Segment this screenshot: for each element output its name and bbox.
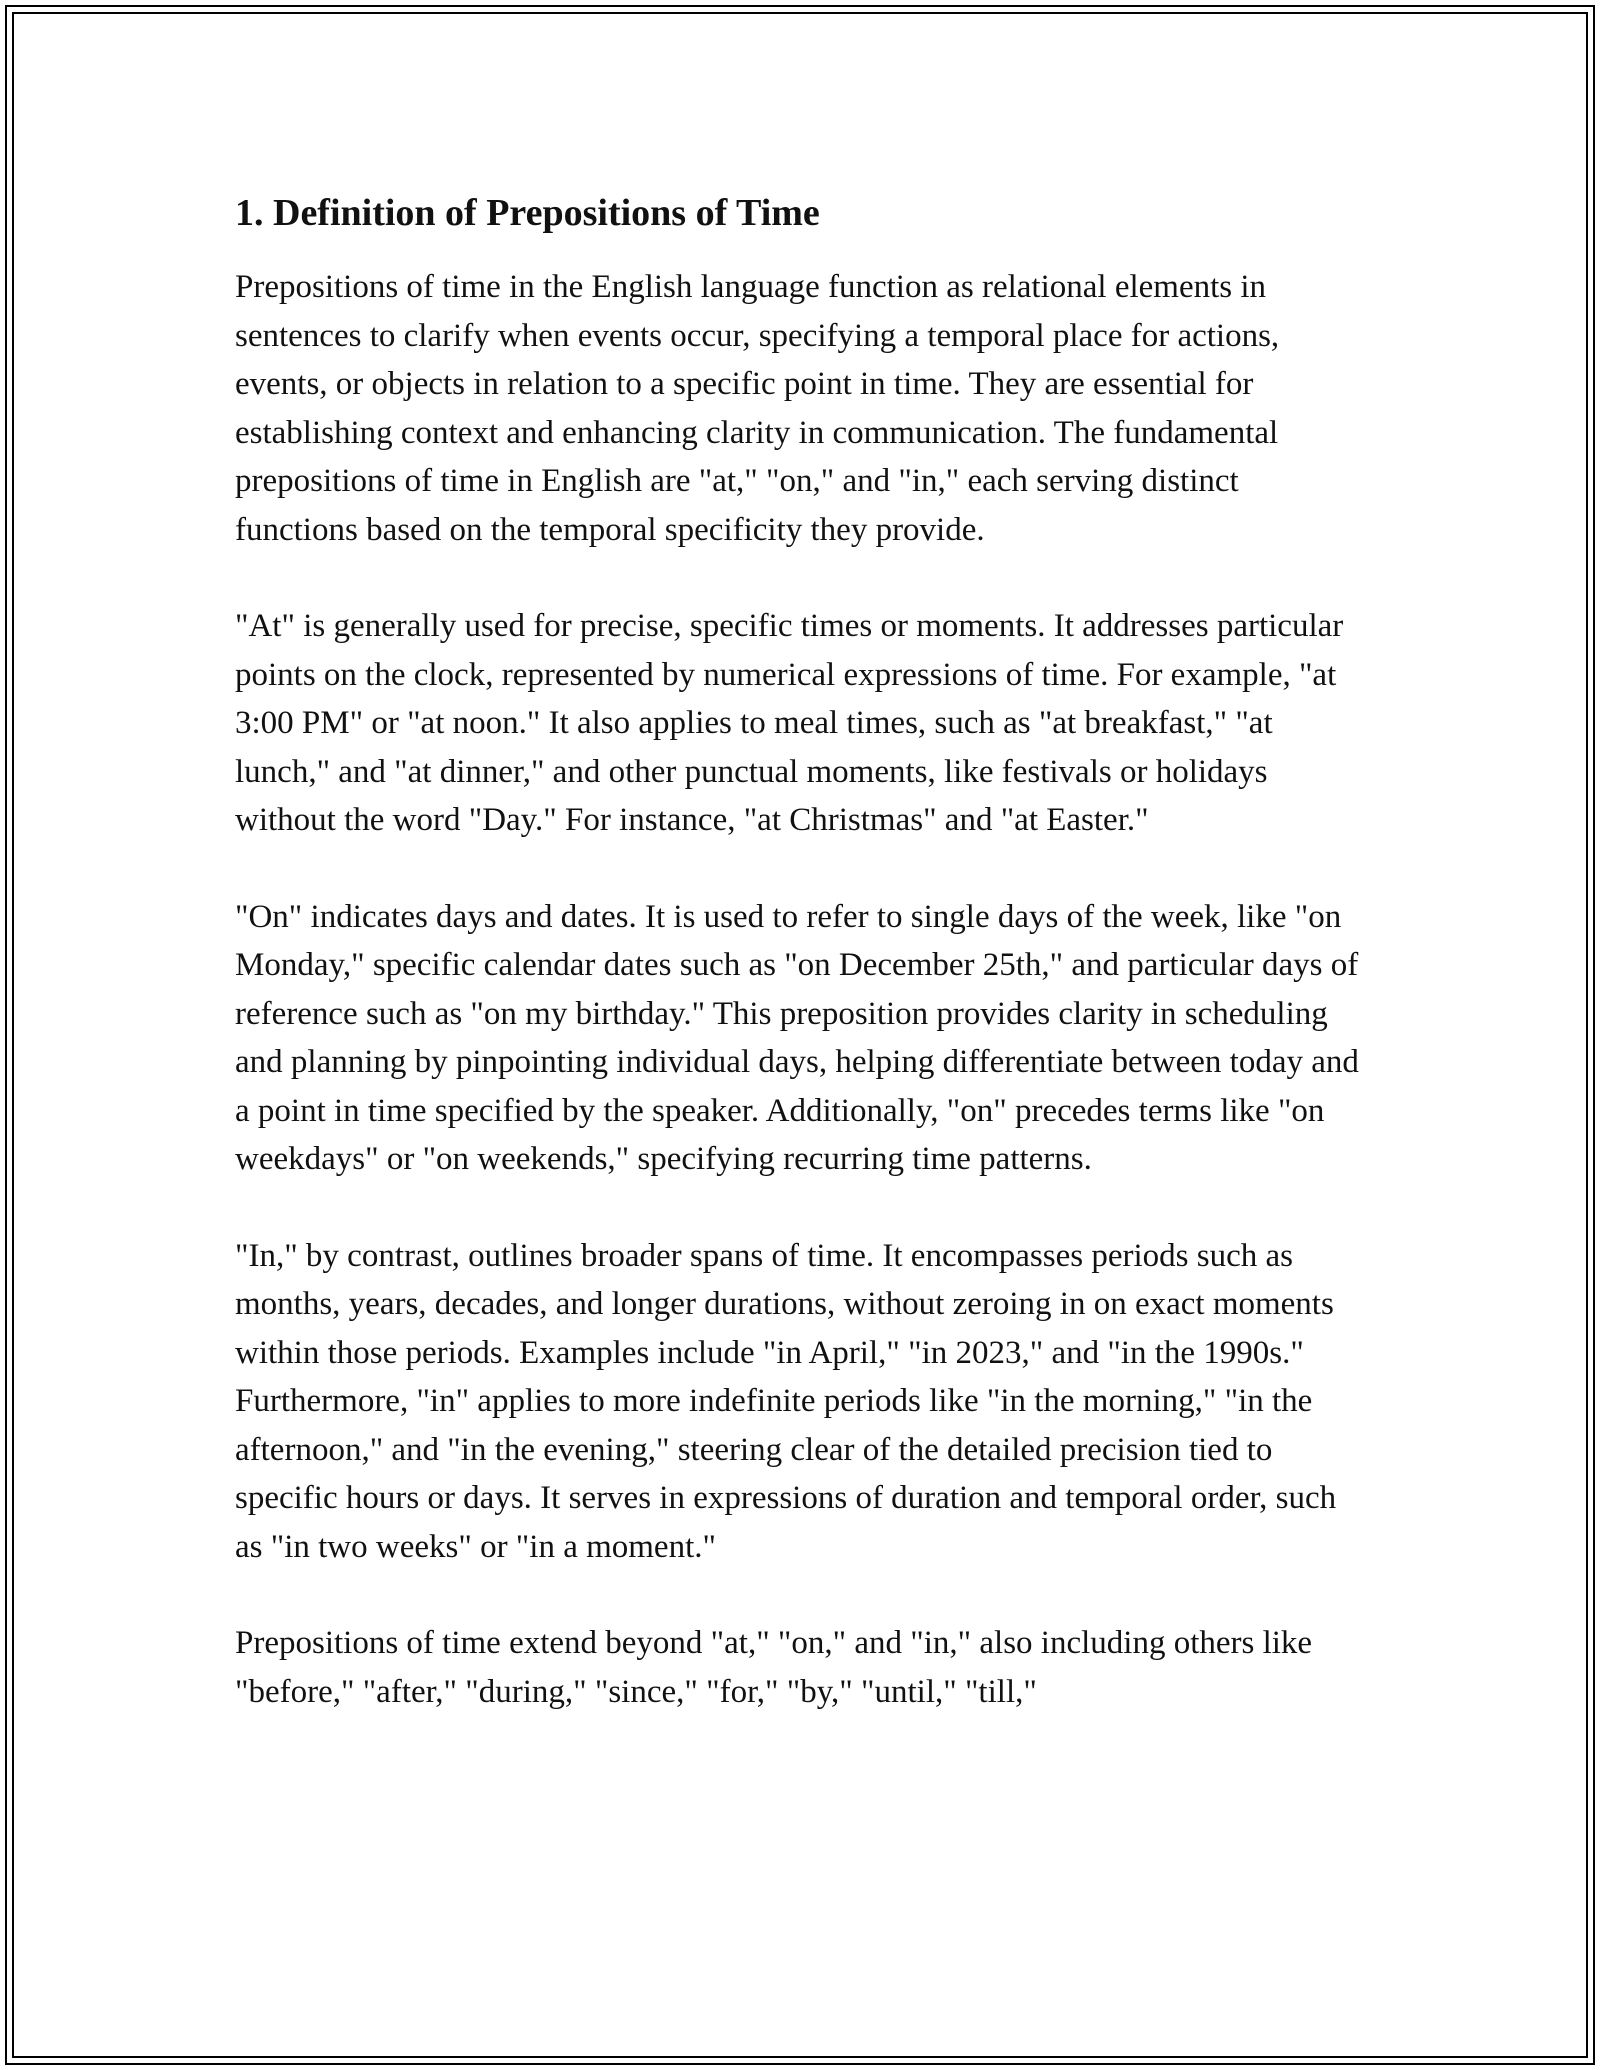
paragraph-on: "On" indicates days and dates. It is used to refer to single days of the week, like "on Monday," specific calendar dates such as "on December 25th," and particular days of reference such as "on my birthday." This preposition provides clarity in scheduling and planning by pinpointing individual days, helping differentiate between today and a point in time specified by the speaker. Additionally, "on" precedes terms like "on weekdays" or "on weekends," specifying recurring time patterns. <box>235 898 1359 1177</box>
paragraph-definition: Prepositions of time in the English language function as relational elements in sentences to clarify when events occur, specifying a temporal place for actions, events, or objects in relation to a specific point in time. They are essential for establishing context and enhancing clarity in communication. The fundamental prepositions of time in English are "at," "on," and "in," each serving distinct functions based on the temporal specificity they provide. <box>235 269 1280 548</box>
paragraph-in: "In," by contrast, outlines broader spans of time. It encompasses periods such as months, years, decades, and longer durations, without zeroing in on exact moments within those periods. Examples include "in April," "in 2023," and "in the 1990s." Furthermore, "in" applies to more indefinite periods like "in the morning," "in the afternoon," and "in the evening," steering clear of the detailed precision tied to specific hours or days. It serves in expressions of duration and temporal order, such as "in two weeks" or "in a moment." <box>235 1237 1337 1565</box>
paragraph-at: "At" is generally used for precise, specific times or moments. It addresses particular points on the clock, represented by numerical expressions of time. For example, "at 3:00 PM" or "at noon." It also applies to meal times, such as "at breakfast," "at lunch," and "at dinner," and other punctual moments, like festivals or holidays without the word "Day." For instance, "at Christmas" and "at Easter." <box>235 608 1344 838</box>
section-heading: 1. Definition of Prepositions of Time <box>235 192 820 234</box>
document-body <box>235 185 1360 1764</box>
paragraph-other-prepositions: Prepositions of time extend beyond "at," "on," and "in," also including others like "before," "after," "during," "since," "for," "by," "until," "till," <box>235 1625 1313 1710</box>
